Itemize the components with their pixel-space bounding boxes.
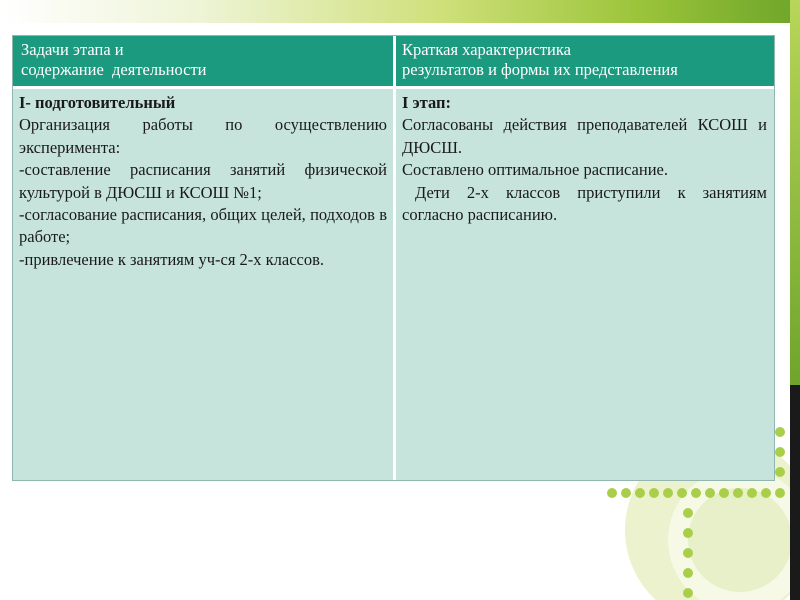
tasks-paragraph-4: -привлечение к занятиям уч-ся 2-х классов. <box>19 249 325 269</box>
tasks-cell <box>19 92 387 271</box>
tasks-paragraph-1: Организация работы по осуществлению эксперимента: <box>19 115 387 157</box>
right-green-stripe <box>790 0 800 385</box>
results-paragraph-1: Согласованы действия преподавателей КСОШ и ДЮСШ. <box>402 115 767 157</box>
right-dark-stripe <box>790 385 800 600</box>
top-gradient-bar <box>0 0 800 23</box>
stage-heading: I- подготовительный <box>19 93 176 112</box>
results-heading: I этап: <box>402 93 452 112</box>
column-divider <box>393 36 396 480</box>
tasks-paragraph-2: -составление расписания занятий физической культурой в ДЮСШ и КСОШ №1; <box>19 160 387 202</box>
header-left-line2: содержание деятельности <box>21 60 207 79</box>
header-left-line1: Задачи этапа и <box>21 40 124 59</box>
results-paragraph-2: Составлено оптимальное расписание. <box>402 160 668 180</box>
header-left-cell <box>21 40 391 80</box>
header-right-cell <box>402 40 772 80</box>
header-right-line2: результатов и формы их представления <box>402 60 678 79</box>
stage-table <box>12 35 775 481</box>
tasks-paragraph-3: -согласование расписания, общих целей, подходов в работе; <box>19 205 387 247</box>
header-right-line1: Краткая характеристика <box>402 40 571 59</box>
results-cell <box>402 92 767 226</box>
results-paragraph-3: Дети 2-х классов приступили к занятиям согласно расписанию. <box>402 182 767 225</box>
